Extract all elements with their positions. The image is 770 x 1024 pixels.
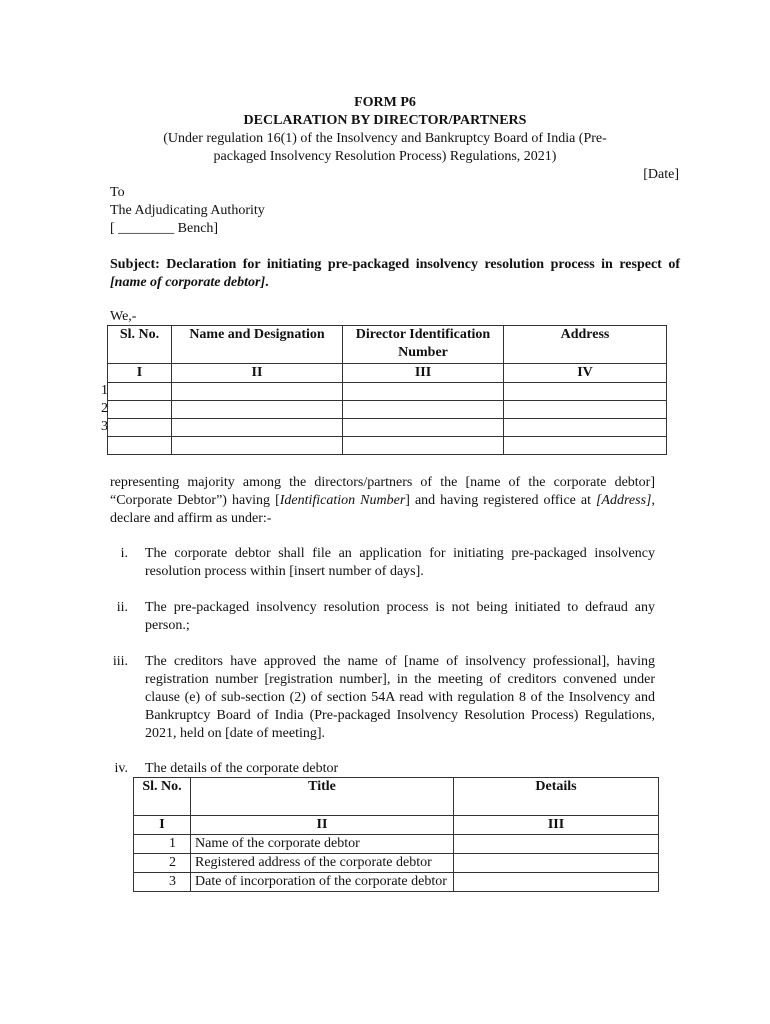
details-cell[interactable]: [454, 835, 659, 854]
cell[interactable]: [108, 383, 172, 401]
cell[interactable]: [108, 437, 172, 455]
intro-text: , declare and affirm as under:-: [110, 493, 655, 526]
address-placeholder: [Address]: [595, 493, 652, 508]
cell[interactable]: [504, 437, 667, 455]
numeral: II: [191, 816, 454, 835]
header-details: Details: [454, 778, 659, 816]
intro-paragraph: [110, 474, 655, 528]
subject-placeholder: [name of corporate debtor]: [110, 275, 266, 290]
subject-label: Subject: Declaration for initiating pre-packaged insolvency resolution process in respect of: [110, 257, 680, 272]
table-row: [134, 873, 659, 892]
row-title: Name of the corporate debtor: [191, 835, 454, 854]
intro-text: representing majority among the directors/partners of the [name of the corporate debtor] “Corporate Debtor”) having [: [110, 475, 655, 508]
identification-placeholder: Identification Number: [279, 493, 406, 508]
table-row: [108, 401, 667, 419]
regulation-line-1: (Under regulation 16(1) of the Insolvency and Bankruptcy Board of India (Pre-: [163, 131, 607, 146]
header-sl-no: Sl. No.: [134, 778, 191, 816]
item-number: iii.: [112, 654, 128, 669]
cell[interactable]: [108, 419, 172, 437]
details-cell[interactable]: [454, 873, 659, 892]
numeral: II: [172, 364, 343, 383]
form-title: DECLARATION BY DIRECTOR/PARTNERS: [243, 113, 527, 128]
to-label: To: [110, 185, 125, 200]
cell[interactable]: [343, 383, 504, 401]
cell[interactable]: [172, 383, 343, 401]
row-number: 2: [101, 401, 108, 416]
item-number: i.: [120, 546, 128, 561]
table-header-row: [134, 778, 659, 816]
cell[interactable]: [172, 419, 343, 437]
subject: [110, 256, 680, 292]
table-row: [108, 419, 667, 437]
numeral: III: [454, 816, 659, 835]
row-number: 2: [134, 854, 191, 873]
we-label: We,-: [110, 309, 137, 324]
cell[interactable]: [504, 419, 667, 437]
table-row: [108, 437, 667, 455]
item-number: iv.: [114, 761, 128, 776]
cell[interactable]: [108, 401, 172, 419]
header-name: Name and Designation: [172, 326, 343, 364]
details-cell[interactable]: [454, 854, 659, 873]
form-number: FORM P6: [354, 95, 416, 110]
date-placeholder: [Date]: [643, 167, 679, 182]
subject-end: .: [265, 275, 269, 290]
row-number: 1: [101, 383, 108, 398]
cell[interactable]: [504, 401, 667, 419]
bench: [ ________ Bench]: [110, 221, 219, 236]
header-title: Title: [191, 778, 454, 816]
numeral: IV: [504, 364, 667, 383]
intro-text: ] and having registered office at: [405, 493, 596, 508]
table-row: [108, 383, 667, 401]
numeral: I: [134, 816, 191, 835]
numeral-row: [108, 364, 667, 383]
table-header-row: [108, 326, 667, 364]
header-din: Director Identification Number: [343, 326, 504, 364]
row-number: 1: [134, 835, 191, 854]
cell[interactable]: [343, 437, 504, 455]
details-table: [133, 777, 659, 892]
cell[interactable]: [504, 383, 667, 401]
row-number: 3: [134, 873, 191, 892]
numeral: III: [343, 364, 504, 383]
table-row: [134, 835, 659, 854]
row-title: Date of incorporation of the corporate debtor: [191, 873, 454, 892]
header-sl-no: Sl. No.: [108, 326, 172, 364]
row-number: 3: [101, 419, 108, 434]
cell[interactable]: [172, 401, 343, 419]
numeral: I: [108, 364, 172, 383]
item-text: The pre-packaged insolvency resolution process is not being initiated to defraud any person.;: [145, 600, 655, 633]
item-number: ii.: [116, 600, 128, 615]
cell[interactable]: [172, 437, 343, 455]
item-text: The corporate debtor shall file an application for initiating pre-packaged insolvency resolution process within [insert number of days].: [145, 546, 655, 579]
directors-table: [107, 325, 667, 455]
numeral-row: [134, 816, 659, 835]
row-title: Registered address of the corporate debtor: [191, 854, 454, 873]
authority: The Adjudicating Authority: [110, 203, 265, 218]
item-text: The details of the corporate debtor: [145, 761, 339, 776]
item-text: The creditors have approved the name of [name of insolvency professional], having registration number [registration number], in the meeting of creditors convened under clause (e) of sub-section (2) of section 54A read with regulation 8 of the Insolvency and Bankruptcy Board of India (Pre-packaged Insolvency Resolution Process) Regulations, 2021, held on [date of meeting].: [145, 654, 655, 741]
regulation-line-2: packaged Insolvency Resolution Process) Regulations, 2021): [213, 149, 557, 164]
cell[interactable]: [343, 401, 504, 419]
table-row: [134, 854, 659, 873]
cell[interactable]: [343, 419, 504, 437]
header-address: Address: [504, 326, 667, 364]
